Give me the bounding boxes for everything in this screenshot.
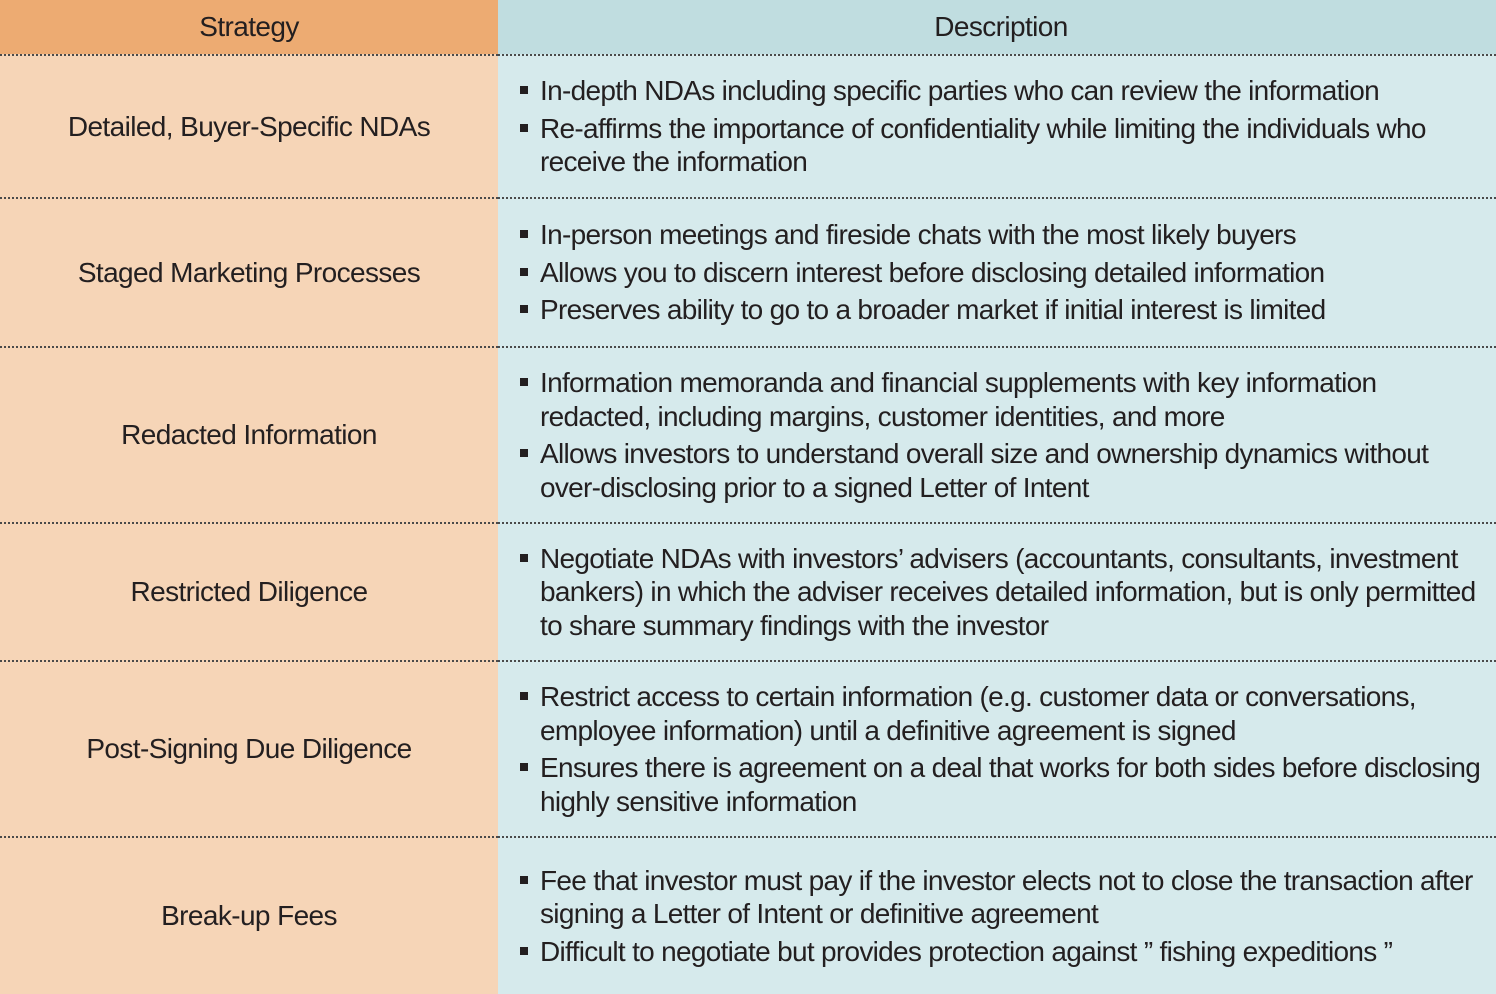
strategy-label: Staged Marketing Processes xyxy=(77,256,421,288)
header-strategy-label: Strategy xyxy=(199,11,299,42)
description-bullet xyxy=(520,293,1482,327)
bullet-text: Allows investors to understand overall size and ownership dynamics without over-disclosing prior to a signed Letter of Intent xyxy=(540,438,1429,503)
description-cell xyxy=(498,660,1496,836)
bullet-text: Ensures there is agreement on a deal that works for both sides before disclosing highly sensitive information xyxy=(540,752,1481,817)
description-cell xyxy=(498,836,1496,994)
bullet-text: In-depth NDAs including specific parties who can review the information xyxy=(540,75,1379,107)
bullet-text: In-person meetings and fireside chats with the most likely buyers xyxy=(540,219,1296,251)
description-bullet xyxy=(520,256,1482,290)
strategy-cell xyxy=(0,836,498,994)
description-cell xyxy=(498,522,1496,660)
description-bullet xyxy=(520,112,1482,179)
strategy-label: Post-Signing Due Diligence xyxy=(86,733,412,764)
description-cell xyxy=(498,54,1496,197)
bullet-text: Re-affirms the importance of confidentiality while limiting the individuals who receive the information xyxy=(540,112,1426,178)
description-bullet xyxy=(520,542,1482,643)
square-bullet-icon xyxy=(520,680,540,714)
strategy-cell xyxy=(0,660,498,836)
square-bullet-icon xyxy=(520,256,540,290)
square-bullet-icon xyxy=(520,366,540,400)
strategy-label: Redacted Information xyxy=(121,419,377,450)
square-bullet-icon xyxy=(520,74,540,108)
square-bullet-icon xyxy=(520,751,540,785)
strategy-cell xyxy=(0,346,498,522)
bullet-text: Preserves ability to go to a broader market if initial interest is limited xyxy=(540,294,1326,326)
strategy-label: Detailed, Buyer-Specific NDAs xyxy=(67,110,431,142)
description-bullet xyxy=(520,218,1482,252)
square-bullet-icon xyxy=(520,935,540,969)
bullet-text: Negotiate NDAs with investors’ advisers (accountants, consultants, investment bankers) in which the adviser receives detailed information, but is only permitted to share summary findings with the investor xyxy=(540,542,1476,641)
header-strategy-cell xyxy=(0,0,498,54)
strategy-label: Break-up Fees xyxy=(161,900,337,931)
bullet-text: Difficult to negotiate but provides protection against ” fishing expeditions ” xyxy=(540,935,1393,967)
description-cell xyxy=(498,197,1496,346)
bullet-text: Allows you to discern interest before disclosing detailed information xyxy=(540,256,1325,288)
description-bullet xyxy=(520,864,1482,931)
header-description-label: Description xyxy=(934,11,1068,42)
square-bullet-icon xyxy=(520,218,540,252)
square-bullet-icon xyxy=(520,542,540,576)
square-bullet-icon xyxy=(520,112,540,146)
square-bullet-icon xyxy=(520,864,540,898)
description-cell xyxy=(498,346,1496,522)
description-bullet xyxy=(520,935,1482,969)
strategy-cell xyxy=(0,197,498,346)
square-bullet-icon xyxy=(520,437,540,471)
strategy-cell xyxy=(0,54,498,197)
description-bullet xyxy=(520,366,1482,433)
description-bullet xyxy=(520,437,1482,504)
square-bullet-icon xyxy=(520,293,540,327)
bullet-text: Restrict access to certain information (e.g. customer data or conversations, employee information) until a definitive agreement is signed xyxy=(540,681,1416,746)
bullet-text: Information memoranda and financial supplements with key information redacted, including margins, customer identities, and more xyxy=(540,367,1377,432)
description-bullet xyxy=(520,74,1482,108)
header-description-cell xyxy=(498,0,1496,54)
strategy-label: Restricted Diligence xyxy=(130,576,368,607)
description-bullet xyxy=(520,751,1482,818)
description-bullet xyxy=(520,680,1482,747)
bullet-text: Fee that investor must pay if the investor elects not to close the transaction after signing a Letter of Intent or definitive agreement xyxy=(540,864,1473,930)
strategy-cell xyxy=(0,522,498,660)
